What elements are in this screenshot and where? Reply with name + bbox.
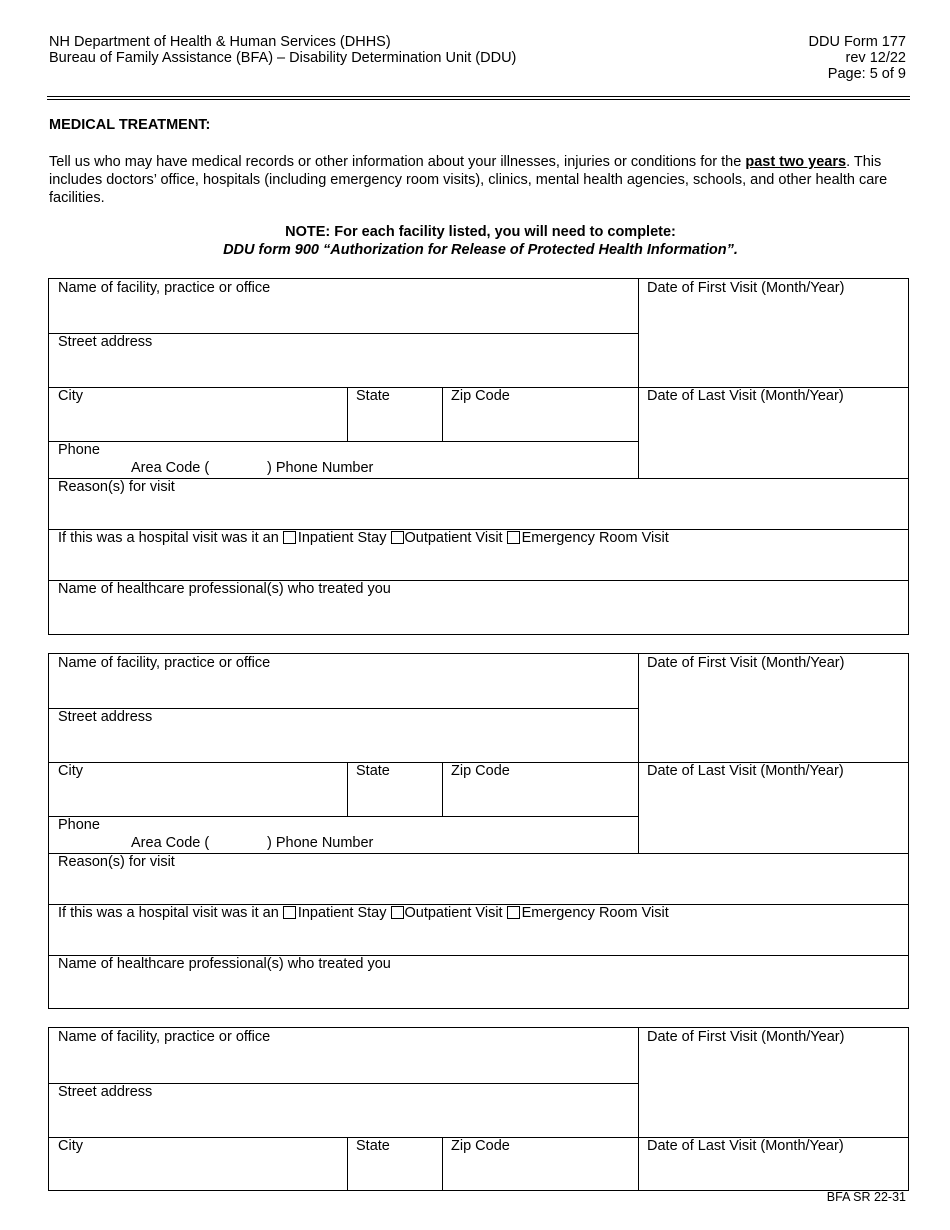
divider <box>638 279 639 478</box>
city-field[interactable] <box>49 1137 347 1190</box>
intro-paragraph <box>49 153 894 207</box>
area-code-label: Area Code ( <box>131 835 210 851</box>
phone-field[interactable] <box>49 816 638 853</box>
emergency-label: Emergency Room Visit <box>521 905 669 921</box>
divider <box>49 762 908 763</box>
facility-name-field[interactable] <box>49 279 638 333</box>
emergency-label: Emergency Room Visit <box>521 530 669 546</box>
facility-name-field[interactable] <box>49 1028 638 1083</box>
divider <box>347 387 348 441</box>
agency-header <box>49 34 516 66</box>
facility-name-label: Name of facility, practice or office <box>58 655 271 671</box>
city-label: City <box>58 1138 83 1154</box>
zip-code-field[interactable] <box>442 1137 638 1190</box>
first-visit-label: Date of First Visit (Month/Year) <box>647 655 845 671</box>
city-field[interactable] <box>49 762 347 816</box>
emergency-checkbox[interactable] <box>507 531 520 544</box>
intro-text-1: Tell us who may have medical records or other information about your illnesses, injuries or conditions for the <box>49 154 746 170</box>
form-number: DDU Form 177 <box>808 34 906 50</box>
zip-code-field[interactable] <box>442 762 638 816</box>
state-field[interactable] <box>347 762 442 816</box>
outpatient-label: Outpatient Visit <box>404 530 503 546</box>
hospital-visit-options <box>58 530 669 546</box>
divider <box>442 762 443 816</box>
page-number: Page: 5 of 9 <box>827 66 906 82</box>
city-label: City <box>58 763 83 779</box>
inpatient-checkbox[interactable] <box>283 906 296 919</box>
professionals-label: Name of healthcare professional(s) who treated you <box>58 581 391 597</box>
divider <box>49 1083 638 1084</box>
professionals-label: Name of healthcare professional(s) who treated you <box>58 956 391 972</box>
divider <box>347 1137 348 1190</box>
divider <box>49 441 638 442</box>
hospital-visit-row <box>49 904 908 955</box>
street-address-field[interactable] <box>49 333 638 387</box>
divider <box>347 762 348 816</box>
note-line-2: DDU form 900 “Authorization for Release of Protected Health Information”. <box>223 242 738 258</box>
divider <box>49 387 908 388</box>
emergency-checkbox[interactable] <box>507 906 520 919</box>
divider <box>638 1028 639 1190</box>
intro-text-2: . This includes doctors’ office, hospitals (including emergency room visits), clinics, mental health agencies, schools, and other health care facilities. <box>49 154 888 206</box>
divider <box>49 333 638 334</box>
divider <box>49 708 638 709</box>
divider <box>49 955 908 956</box>
professionals-field[interactable] <box>49 955 908 1008</box>
facility-name-label: Name of facility, practice or office <box>58 1029 271 1045</box>
city-field[interactable] <box>49 387 347 441</box>
hospital-visit-row <box>49 529 908 580</box>
divider <box>49 1137 908 1138</box>
form-info <box>809 34 907 82</box>
outpatient-checkbox[interactable] <box>391 531 404 544</box>
last-visit-label: Date of Last Visit (Month/Year) <box>647 1138 844 1154</box>
divider <box>638 654 639 853</box>
zip-code-field[interactable] <box>442 387 638 441</box>
section-title: MEDICAL TREATMENT: <box>49 117 211 133</box>
divider <box>49 529 908 530</box>
footer-code: BFA SR 22-31 <box>826 1190 906 1204</box>
phone-label: Phone <box>58 817 100 833</box>
first-visit-field[interactable] <box>638 654 908 762</box>
phone-field[interactable] <box>49 441 638 478</box>
last-visit-field[interactable] <box>638 387 908 478</box>
state-field[interactable] <box>347 1137 442 1190</box>
street-address-label: Street address <box>58 709 153 725</box>
reason-field[interactable] <box>49 478 908 529</box>
form-revision: rev 12/22 <box>845 50 906 66</box>
header-rule-bottom <box>47 99 910 100</box>
reason-label: Reason(s) for visit <box>58 854 175 870</box>
inpatient-checkbox[interactable] <box>283 531 296 544</box>
zip-code-label: Zip Code <box>451 763 510 779</box>
note-line-1: NOTE: For each facility listed, you will need to complete: <box>285 224 676 240</box>
last-visit-label: Date of Last Visit (Month/Year) <box>647 763 844 779</box>
first-visit-field[interactable] <box>638 279 908 387</box>
divider <box>49 904 908 905</box>
street-address-label: Street address <box>58 1084 153 1100</box>
professionals-field[interactable] <box>49 580 908 634</box>
note <box>49 223 912 259</box>
facility-name-field[interactable] <box>49 654 638 708</box>
last-visit-label: Date of Last Visit (Month/Year) <box>647 388 844 404</box>
bureau-line: Bureau of Family Assistance (BFA) – Disability Determination Unit (DDU) <box>49 50 517 66</box>
state-field[interactable] <box>347 387 442 441</box>
first-visit-label: Date of First Visit (Month/Year) <box>647 280 845 296</box>
divider <box>49 580 908 581</box>
first-visit-field[interactable] <box>638 1028 908 1137</box>
facility-block-2 <box>48 653 909 1009</box>
street-address-field[interactable] <box>49 708 638 762</box>
reason-field[interactable] <box>49 853 908 904</box>
street-address-field[interactable] <box>49 1083 638 1137</box>
outpatient-checkbox[interactable] <box>391 906 404 919</box>
state-label: State <box>356 763 390 779</box>
outpatient-label: Outpatient Visit <box>404 905 503 921</box>
state-label: State <box>356 388 390 404</box>
divider <box>442 1137 443 1190</box>
area-code-label: Area Code ( <box>131 460 210 476</box>
phone-label: Phone <box>58 442 100 458</box>
intro-emphasis: past two years <box>745 154 847 170</box>
facility-block-1 <box>48 278 909 635</box>
zip-code-label: Zip Code <box>451 1138 510 1154</box>
phone-number-label: ) Phone Number <box>267 835 374 851</box>
last-visit-field[interactable] <box>638 1137 908 1190</box>
zip-code-label: Zip Code <box>451 388 510 404</box>
last-visit-field[interactable] <box>638 762 908 853</box>
reason-label: Reason(s) for visit <box>58 479 175 495</box>
divider <box>49 816 638 817</box>
phone-number-label: ) Phone Number <box>267 460 374 476</box>
city-label: City <box>58 388 83 404</box>
facility-block-3 <box>48 1027 909 1191</box>
facility-name-label: Name of facility, practice or office <box>58 280 271 296</box>
hospital-question-label: If this was a hospital visit was it an <box>58 530 279 546</box>
hospital-question-label: If this was a hospital visit was it an <box>58 905 279 921</box>
inpatient-label: Inpatient Stay <box>297 905 387 921</box>
header-rule-top <box>47 96 910 97</box>
hospital-visit-options <box>58 905 669 921</box>
divider <box>49 478 908 479</box>
department-line: NH Department of Health & Human Services (DHHS) <box>49 34 391 50</box>
inpatient-label: Inpatient Stay <box>297 530 387 546</box>
street-address-label: Street address <box>58 334 153 350</box>
divider <box>442 387 443 441</box>
divider <box>49 853 908 854</box>
first-visit-label: Date of First Visit (Month/Year) <box>647 1029 845 1045</box>
state-label: State <box>356 1138 390 1154</box>
